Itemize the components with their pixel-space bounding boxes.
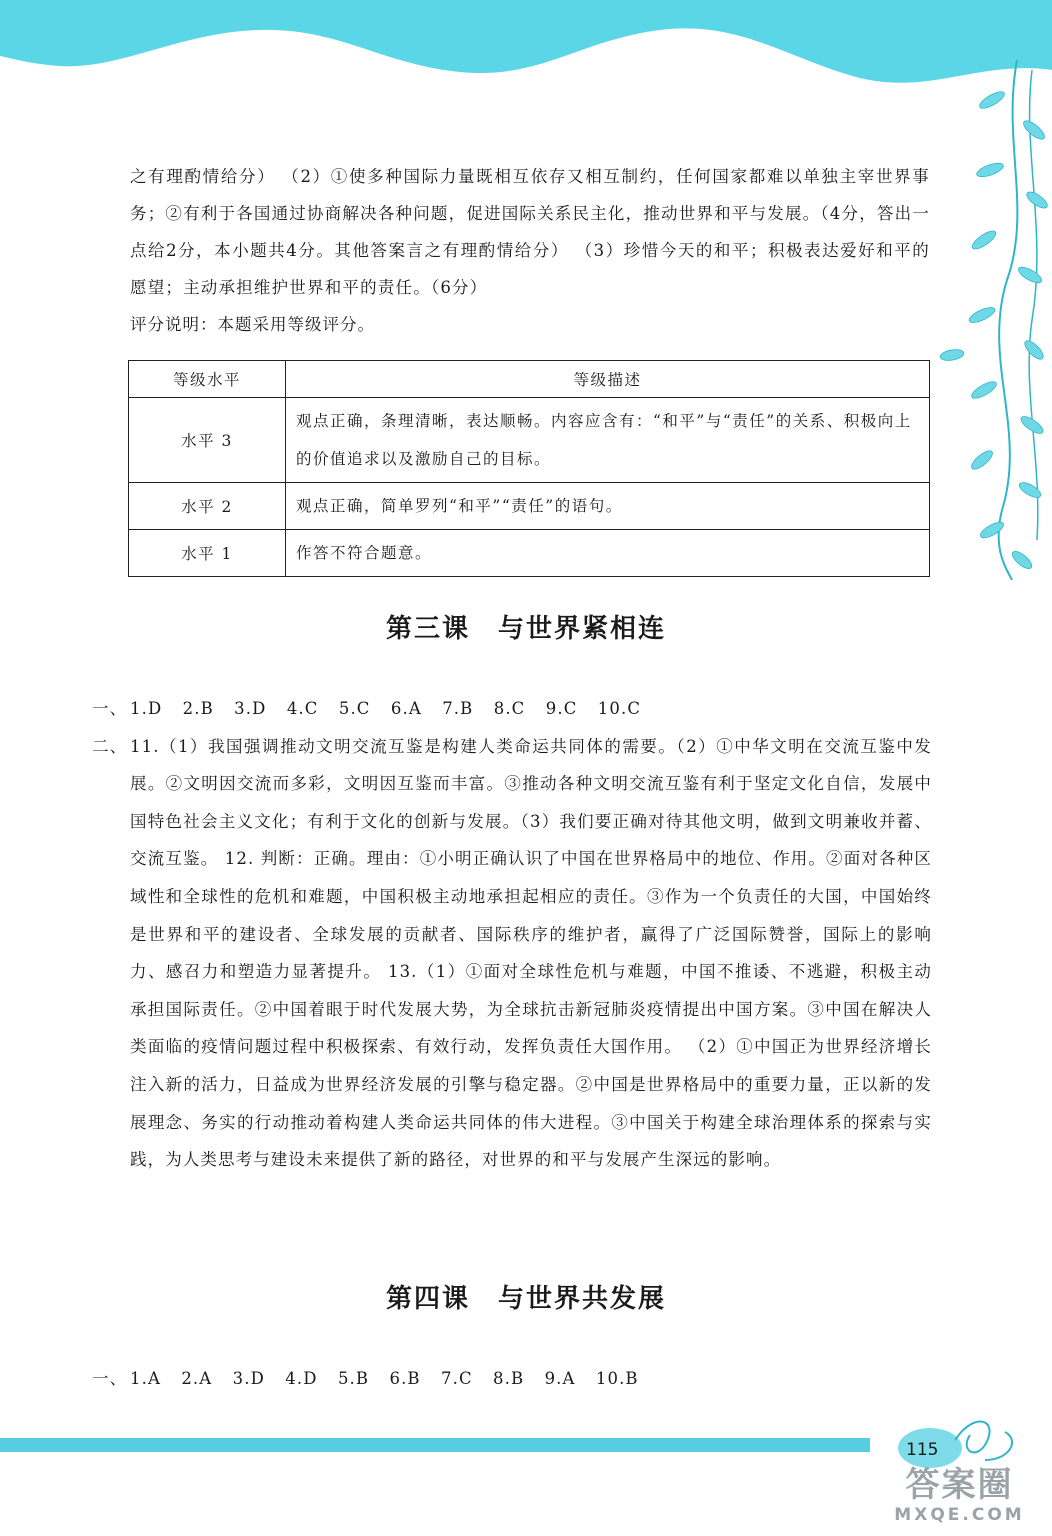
- mc-answer: 1.D: [130, 699, 163, 718]
- part2-text: 11.（1）我国强调推动文明交流互鉴是构建人类命运共同体的需要。（2）①中华文明在交流互鉴中发展。②文明因交流而多彩，文明因互鉴而丰富。③推动各种文明交流互鉴有利于坚定文化自信，发展中国特色社会主义文化；有利于文化的创新与发展。（3）我们要正确对待其他文明，做到文明兼收并蓄、交流互鉴。 12. 判断：正确。理由：①小明正确认识了中国在世界格局中的地位、作用。②面对各种区域性和全球性的危机和难题，中国积极主动地承担起相应的责任。③作为一个负责任的大国，中国始终是世界和平的建设者、全球发展的贡献者、国际秩序的维护者，赢得了广泛国际赞誉，国际上的影响力、感召力和塑造力显著提升。 13.（1）①面对全球性危机与难题，中国不推诿、不逃避，积极主动承担国际责任。②中国着眼于时代发展大势，为全球抗击新冠肺炎疫情提出中国方案。③中国在解决人类面临的疫情问题过程中积极探索、有效行动，发挥负责任大国作用。 （2）①中国正为世界经济增长注入新的活力，日益成为世界经济发展的引擎与稳定器。②中国是世界格局中的重要力量，正以新的发展理念、务实的行动推动着构建人类命运共同体的伟大进程。③中国关于构建全球治理体系的探索与实践，为人类思考与建设未来提供了新的路径，对世界的和平与发展产生深远的影响。: [130, 736, 932, 1170]
- mc-answer: 5.C: [338, 699, 371, 718]
- grade-desc: 观点正确，条理清晰，表达顺畅。内容应含有：“和平”与“责任”的关系、积极向上的价值追求以及激励自己的目标。: [286, 398, 930, 483]
- top-wave-band: [0, 0, 1052, 120]
- part1-tag: 一、: [92, 1369, 128, 1388]
- mc-answer: 5.B: [337, 1369, 370, 1388]
- lesson3-part2: [92, 728, 932, 1179]
- lesson4-part1: [92, 1360, 932, 1398]
- part1-tag: 一、: [92, 699, 128, 718]
- part2-tag: 二、: [92, 736, 128, 756]
- table-row: [129, 483, 930, 530]
- scoring-note: 评分说明：本题采用等级评分。: [130, 315, 375, 334]
- lesson4-answers: [92, 1360, 932, 1398]
- mc-answers: [130, 1360, 932, 1398]
- table-row: [129, 398, 930, 483]
- watermark-url: MXQE.COM: [894, 1505, 1025, 1525]
- mc-answer: 9.C: [545, 699, 578, 718]
- lesson3-answers: [92, 690, 932, 1179]
- mc-answer: 6.B: [389, 1369, 421, 1388]
- watermark-logo-text: 答案圈: [905, 1465, 1014, 1505]
- grade-level: 水平 1: [129, 530, 286, 577]
- mc-answer: 10.C: [597, 699, 642, 718]
- mc-answers: [130, 690, 932, 728]
- mc-answer: 4.D: [285, 1369, 318, 1388]
- mc-answer: 3.D: [232, 1369, 265, 1388]
- page-number: 115: [906, 1440, 939, 1460]
- lesson4-title: 第四课 与世界共发展: [385, 1284, 666, 1314]
- lesson3-title: 第三课 与世界紧相连: [385, 614, 666, 644]
- table-row: [129, 530, 930, 577]
- mc-answer: 8.C: [493, 699, 526, 718]
- mc-answer: 7.C: [441, 1369, 473, 1388]
- vine-decoration: [922, 60, 1052, 580]
- grade-desc: 作答不符合题意。: [286, 530, 930, 577]
- mc-answer: 9.A: [544, 1369, 576, 1388]
- grade-level: 水平 3: [129, 398, 286, 483]
- mc-answer: 1.A: [130, 1369, 161, 1388]
- header-desc: 等级描述: [286, 361, 930, 398]
- mc-answer: 7.B: [442, 699, 474, 718]
- watermark: [872, 1465, 1047, 1530]
- mc-answer: 4.C: [286, 699, 319, 718]
- grade-desc: 观点正确，简单罗列“和平”“责任”的语句。: [286, 483, 930, 530]
- grade-table-header: [129, 361, 930, 398]
- grade-table: [128, 360, 930, 577]
- mc-answer: 8.B: [493, 1369, 525, 1388]
- mc-answer: 2.B: [182, 699, 214, 718]
- mc-answer: 2.A: [181, 1369, 213, 1388]
- mc-answer: 6.A: [390, 699, 422, 718]
- header-level: 等级水平: [129, 361, 286, 398]
- mc-answer: 10.B: [595, 1369, 639, 1388]
- mc-answer: 3.D: [234, 699, 267, 718]
- continued-answer-text: 之有理酌情给分） （2）①使多种国际力量既相互依存又相互制约，任何国家都难以单独主宰世界事务；②有利于各国通过协商解决各种问题，促进国际关系民主化，推动世界和平与发展。（4分，答出一点给2分，本小题共4分。其他答案言之有理酌情给分） （3）珍惜今天的和平；积极表达爱好和平的愿望；主动承担维护世界和平的责任。（6分）: [130, 167, 930, 297]
- continued-answer: [130, 158, 930, 306]
- grade-level: 水平 2: [129, 483, 286, 530]
- lesson3-part1: [92, 690, 932, 728]
